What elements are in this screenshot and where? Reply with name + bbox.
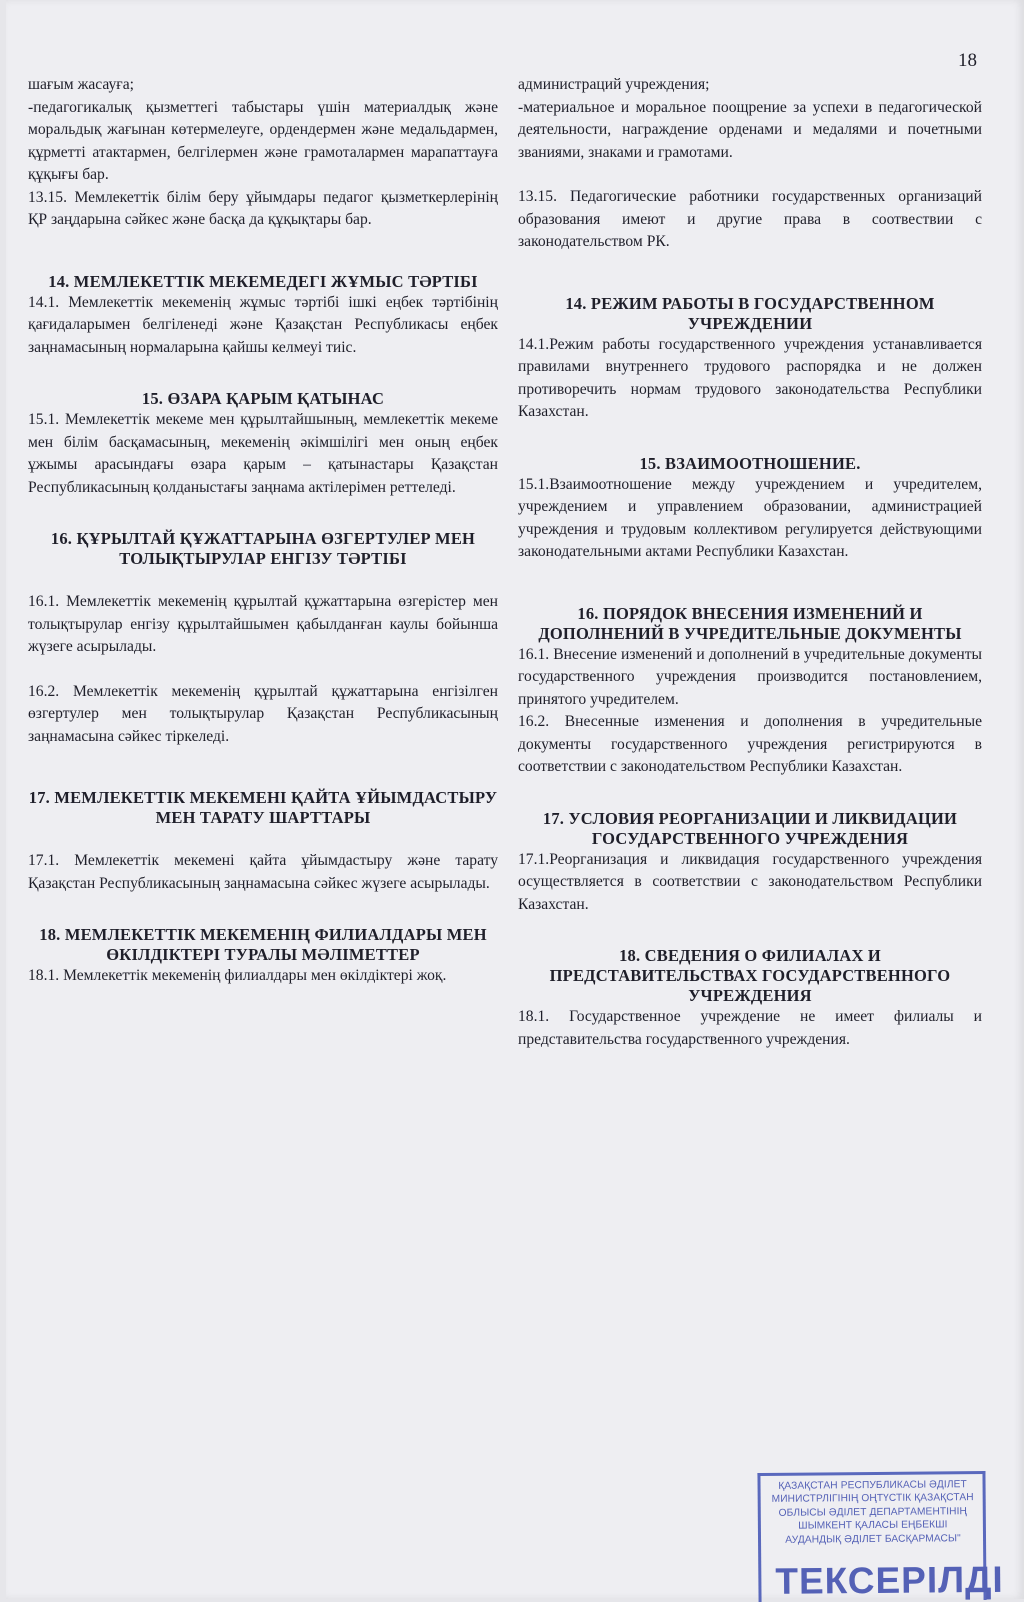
paragraph: -материальное и моральное поощрение за успехи в педагогической деятельности, награждение орденами и медалями и почетными званиями, знаками и грамотами. — [518, 98, 982, 161]
section-heading-16: 16. ПОРЯДОК ВНЕСЕНИЯ ИЗМЕНЕНИЙ И ДОПОЛНЕНИЙ В УЧРЕДИТЕЛЬНЫЕ ДОКУМЕНТЫ — [538, 603, 962, 643]
paragraph-16-2: 16.2. Внесенные изменения и дополнения в учредительные документы государственного учреждения регистрируются в соответствии с законодательством Республики Казахстан. — [518, 713, 982, 775]
section-heading-15: 15. ӨЗАРА ҚАРЫМ ҚАТЫНАС — [141, 389, 385, 408]
section-heading-18: 18. СВЕДЕНИЯ О ФИЛИАЛАХ И ПРЕДСТАВИТЕЛЬСТВАХ ГОСУДАРСТВЕННОГО УЧРЕЖДЕНИЯ — [549, 946, 951, 1005]
paragraph-17-1: 17.1. Мемлекеттік мекемені қайта ұйымдастыру және тарату Қазақстан Республикасының заңнамасына сәйкес жүзеге асырылады. — [28, 852, 498, 892]
paragraph-18-1: 18.1. Мемлекеттік мекеменің филиалдары мен өкілдіктері жоқ. — [28, 967, 447, 984]
section-heading-14: 14. МЕМЛЕКЕТТІК МЕКЕМЕДЕГІ ЖҰМЫС ТӘРТІБІ — [48, 271, 478, 291]
page-number: 18 — [958, 50, 977, 71]
paragraph-16-1: 16.1. Внесение изменений и дополнений в учредительные документы государственного учреждения производится постановлением, принятого учредителем. — [518, 645, 982, 708]
paragraph-13-15: 13.15. Педагогические работники государственных организаций образования имеют и другие права в соотвествии с законодательством РК. — [518, 188, 982, 250]
paragraph-14-1: 14.1.Режим работы государственного учреждения устанавливается правилами внутреннего трудового распорядка и не должен противоречить нормам трудового законодательства Республики Казахстан. — [518, 335, 982, 420]
section-heading-18: 18. МЕМЛЕКЕТТІК МЕКЕМЕНІҢ ФИЛИАЛДАРЫ МЕН ӨКІЛДІКТЕРІ ТУРАЛЫ МӘЛІМЕТТЕР — [39, 925, 487, 964]
paragraph-17-1: 17.1.Реорганизация и ликвидация государственного учреждения осуществляется в соответствии с законодательством Республики Казахстан. — [518, 850, 982, 913]
stamp-text: ҚАЗАҚСТАН РЕСПУБЛИКАСЫ ӘДІЛЕТ МИНИСТРЛІГІНІҢ ОҢТҮСТІК ҚАЗАҚСТАН ОБЛЫСЫ ӘДІЛЕТ ДЕПАРТАМЕНТІНІҢ ШЫМКЕНТ ҚАЛАСЫ ЕҢБЕКШІ АУДАНДЫҚ ӘДІЛЕТ БАСҚАРМАСЫ" — [771, 1479, 974, 1546]
kazakh-column — [28, 74, 498, 988]
document-page — [6, 0, 1024, 1602]
paragraph-16-2: 16.2. Мемлекеттік мекеменің құрылтай құжаттарына енгізілген өзгертулер мен толықтырулар Қазақстан Республикасының заңнамасына сәйкес тіркеледі. — [28, 682, 498, 745]
section-heading-16: 16. ҚҰРЫЛТАЙ ҚҰЖАТТАРЫНА ӨЗГЕРТУЛЕР МЕН ТОЛЫҚТЫРУЛАР ЕНГІЗУ ТӘРТІБІ — [50, 529, 476, 568]
paragraph-14-1: 14.1. Мемлекеттік мекеменің жұмыс тәртібі ішкі еңбек тәртібінің қағидаларымен белгіленеді және Қазақстан Республикасы еңбек заңнамасының нормаларына қайшы келмеуі тиіс. — [28, 293, 498, 356]
section-heading-15: 15. ВЗАИМООТНОШЕНИЕ. — [639, 453, 861, 473]
section-heading-14: 14. РЕЖИМ РАБОТЫ В ГОСУДАРСТВЕННОМ УЧРЕЖДЕНИИ — [565, 293, 935, 333]
verification-stamp — [757, 1471, 1004, 1602]
paragraph: администраций учреждения; — [518, 76, 710, 93]
paragraph: -педагогикалық қызметтегі табыстары үшін материалдық және моральдық жағынан көтермелеуге, ордендермен және медальдармен, құрметті атактармен, белгілермен және грамоталармен марапаттауға құқығы бар. — [28, 98, 498, 183]
paragraph-18-1: 18.1. Государственное учреждение не имеет филиалы и представительства государственного учреждения. — [518, 1008, 982, 1048]
stamp-verified-word: ТЕКСЕРІЛДІ — [775, 1558, 1004, 1602]
section-heading-17: 17. УСЛОВИЯ РЕОРГАНИЗАЦИИ И ЛИКВИДАЦИИ ГОСУДАРСТВЕННОГО УЧРЕЖДЕНИЯ — [542, 808, 958, 848]
paragraph-15-1: 15.1. Мемлекеттік мекеме мен құрылтайшының, мемлекеттік мекеме мен білім басқамасының, мекеменің әкімшілігі мен оның еңбек ұжымы арасындағы өзара қарым – қатынастары Қазақстан Республикасының қолданыстағы заңнама актілерімен реттеледі. — [28, 411, 498, 496]
paragraph-13-15: 13.15. Мемлекеттік білім беру ұйымдары педагог қызметкерлерінің ҚР заңдарына сәйкес және басқа да құқықтары бар. — [28, 188, 498, 228]
section-heading-17: 17. МЕМЛЕКЕТТІК МЕКЕМЕНІ ҚАЙТА ҰЙЫМДАСТЫРУ МЕН ТАРАТУ ШАРТТАРЫ — [28, 788, 498, 827]
russian-column — [518, 74, 982, 1051]
paragraph: шағым жасауға; — [28, 76, 134, 93]
paragraph-16-1: 16.1. Мемлекеттік мекеменің құрылтай құжаттарына өзгерістер мен толықтырулар енгізу құрылтайшымен қабылданған каулы бойынша жүзеге асырылады. — [28, 593, 498, 655]
paragraph-15-1: 15.1.Взаимоотношение между учреждением и учредителем, учреждением и управлением образовании, администрацией учреждения и трудовым коллективом регулируется действующими законодательными актами Республики Казахстан. — [518, 475, 982, 560]
